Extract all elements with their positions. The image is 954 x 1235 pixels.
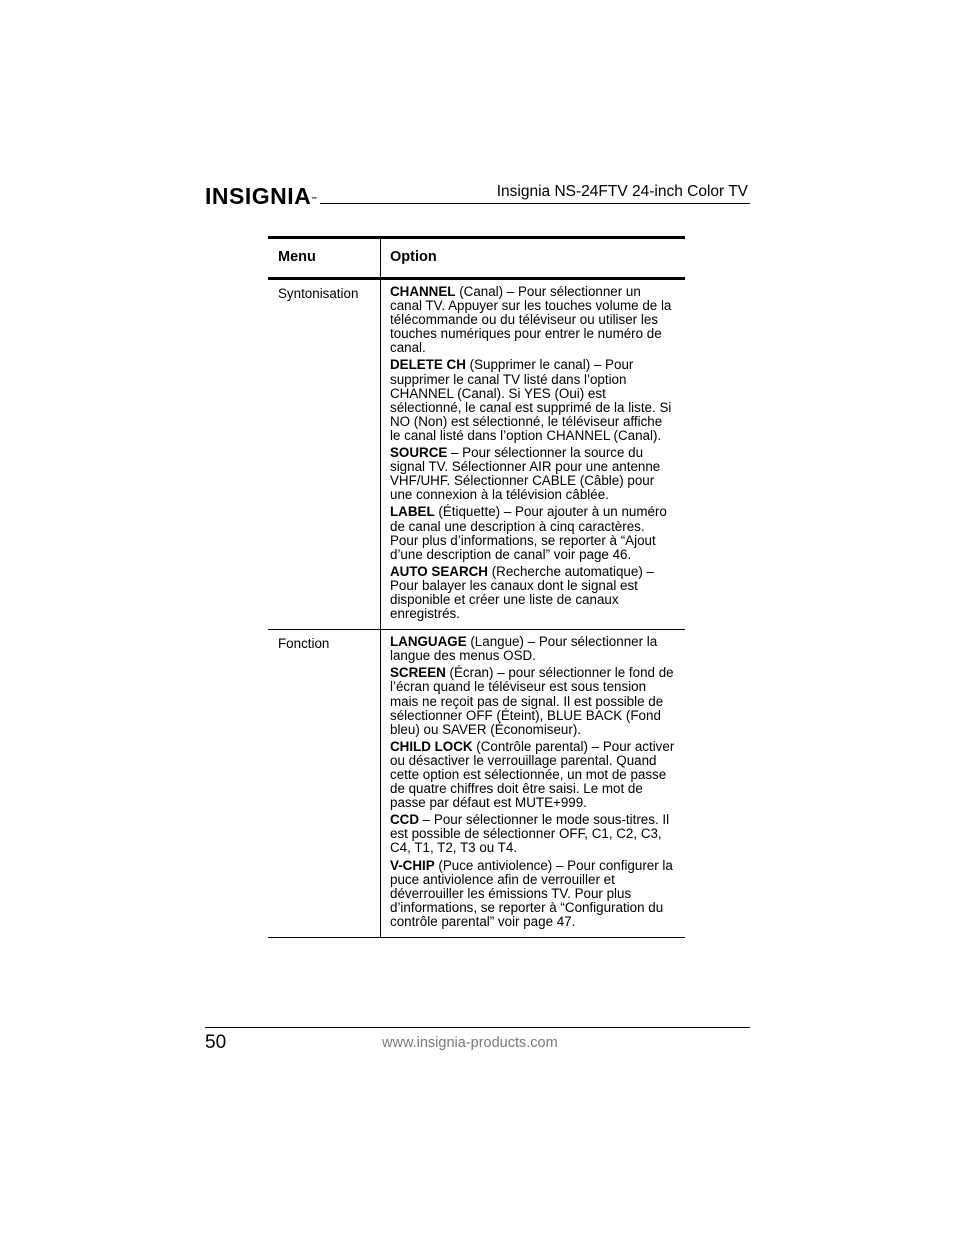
page-number: 50 — [205, 1032, 227, 1053]
menu-cell: Fonction — [268, 630, 381, 937]
option-term: DELETE CH — [390, 357, 466, 373]
table-header — [268, 236, 685, 280]
option-entry — [390, 358, 675, 443]
column-header-option: Option — [390, 249, 437, 265]
option-description: – Pour sélectionner la source du signal TV. Sélectionner AIR pour une antenne VHF/UHF. Sélectionner CABLE (Câble) pour une connexion à la télévision câblée. — [390, 445, 661, 503]
document-title: Insignia NS-24FTV 24-inch Color TV — [496, 183, 748, 200]
option-description: (Recherche automatique) – Pour balayer les canaux dont le signal est disponible et créer une liste de canaux enregistrés. — [390, 563, 654, 622]
option-term: SCREEN — [390, 665, 446, 681]
brand-logo-text: INSIGNIA — [205, 183, 312, 209]
option-description: (Supprimer le canal) – Pour supprimer le canal TV listé dans l’option CHANNEL (Canal). Si YES (Oui) est sélectionné, le canal est supprimé de la liste. Si NO (Non) est sélectionné, le téléviseur affiche le canal listé dans l’option CHANNEL (Canal). — [390, 357, 672, 443]
trademark-symbol: ™ — [311, 197, 318, 203]
option-cell — [381, 280, 685, 629]
brand-logo — [205, 181, 318, 211]
menu-cell: Syntonisation — [268, 280, 381, 629]
footer-url: www.insignia-products.com — [382, 1035, 558, 1051]
option-term: CCD — [390, 812, 420, 828]
option-description: (Contrôle parental) – Pour activer ou désactiver le verrouillage parental. Quand cette option est sélectionnée, un mot de passe de quatre chiffres doit être saisi. Le mot de passe par défaut est MUTE+999. — [390, 738, 675, 811]
option-entry — [390, 505, 675, 561]
column-header-menu: Menu — [268, 239, 381, 277]
option-entry — [390, 635, 675, 663]
option-entry — [390, 666, 675, 736]
option-term: CHILD LOCK — [390, 738, 473, 754]
table-row — [268, 280, 685, 630]
option-entry — [390, 565, 675, 621]
menu-options-table — [268, 236, 685, 938]
option-description: (Langue) – Pour sélectionner la langue des menus OSD. — [390, 634, 658, 664]
option-description: (Étiquette) – Pour ajouter à un numéro de canal une description à cinq caractères. Pour plus d’informations, se reporter à “Ajout d’une description de canal” voir page 46. — [390, 504, 667, 562]
option-entry — [390, 446, 675, 502]
option-entry — [390, 285, 675, 355]
option-description: (Canal) – Pour sélectionner un canal TV. Appuyer sur les touches volume de la télécommande ou du téléviseur ou utiliser les touches numériques pour entrer le numéro de canal. — [390, 284, 672, 356]
option-term: AUTO SEARCH — [390, 563, 488, 579]
option-cell — [381, 630, 685, 937]
header-divider — [320, 203, 750, 204]
table-row — [268, 630, 685, 938]
option-term: LANGUAGE — [390, 634, 467, 650]
option-entry — [390, 813, 675, 855]
option-description: – Pour sélectionner le mode sous-titres. Il est possible de sélectionner OFF, C1, C2, C3, C4, T1, T2, T3 ou T4. — [390, 812, 670, 856]
option-description: (Puce antiviolence) – Pour configurer la puce antiviolence afin de verrouiller et déverrouiller les émissions TV. Pour plus d’informations, se reporter à “Configuration du contrôle parental” voir page 47. — [390, 857, 673, 929]
option-term: SOURCE — [390, 445, 448, 461]
footer-divider — [205, 1027, 750, 1028]
option-entry — [390, 740, 675, 810]
option-term: V-CHIP — [390, 857, 435, 873]
option-description: (Écran) – pour sélectionner le fond de l’écran quand le téléviseur est sous tension mais ne reçoit pas de signal. Il est possible de sélectionner OFF (Éteint), BLUE BACK (Fond bleu) ou SAVER (Économiseur). — [390, 665, 674, 737]
option-term: CHANNEL — [390, 284, 456, 299]
option-term: LABEL — [390, 504, 435, 520]
option-entry — [390, 859, 675, 929]
